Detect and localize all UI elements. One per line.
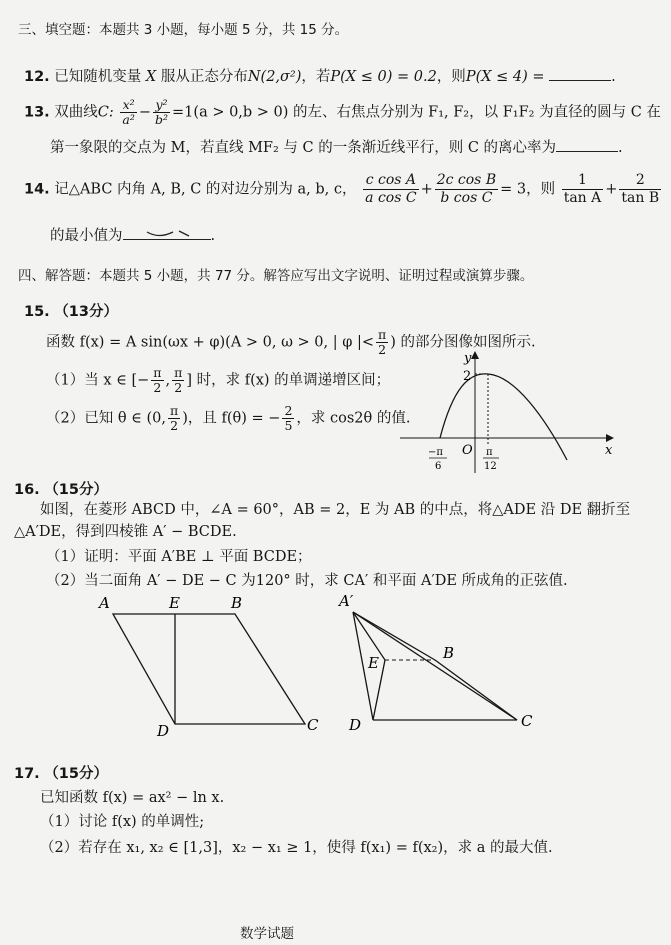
q13-frac-x: $\frac{\text{x²}}{\text{a²}}$ bbox=[122, 97, 135, 127]
question-15-part1: （1）当 x ∈ [− $\frac{\pi}{2}$ , $\frac{\pi}{2}$ ] 时，求 f(x) 的单调递增区间； bbox=[46, 365, 391, 395]
question-number: 14. bbox=[24, 181, 50, 198]
question-17-heading bbox=[14, 762, 108, 783]
question-15-intro: 函数 f(x) = A sin(ωx + φ)(A > 0, ω > 0, | φ |< $\frac{\pi}{2}$ ) 的部分图像如图所示. bbox=[46, 327, 536, 357]
tick-label: 6 bbox=[435, 461, 442, 472]
section-3-heading: 三、填空题：本题共 3 小题，每小题 5 分，共 15 分。 bbox=[18, 22, 349, 38]
q12-dist: N(2,σ²) bbox=[247, 69, 302, 85]
question-15-heading bbox=[24, 300, 118, 321]
vertex-label: E bbox=[368, 654, 379, 672]
max-value-label: 2 bbox=[463, 369, 472, 384]
q12-text: ，则 bbox=[436, 69, 466, 85]
q13-text: 双曲线 bbox=[54, 104, 98, 121]
answer-blank bbox=[123, 225, 211, 240]
rhombus-figure bbox=[95, 590, 325, 740]
q13-frac-y: $\frac{\text{y²}}{\text{b²}}$ bbox=[155, 97, 169, 127]
pyramid-figure bbox=[335, 590, 555, 740]
vertex-label: C bbox=[521, 712, 533, 730]
q12-ask: P(X ≤ 4) = bbox=[465, 69, 545, 85]
vertex-label: A′ bbox=[339, 592, 354, 610]
vertex-label: C bbox=[307, 716, 319, 734]
q14-frac-1: $\frac{\text{c cos A}}{\text{a cos C}}$ bbox=[365, 172, 417, 206]
answer-blank bbox=[549, 66, 611, 81]
x-label: x bbox=[605, 443, 613, 458]
question-16-part1: （1）证明：平面 A′BE ⊥ 平面 BCDE； bbox=[46, 549, 312, 565]
q14-frac-3: $\frac{1}{\text{tan A}}$ bbox=[563, 172, 602, 206]
question-17-line1: 已知函数 f(x) = ax² − ln x. bbox=[40, 790, 225, 806]
question-number: 13. bbox=[24, 104, 50, 121]
question-16-heading bbox=[14, 478, 108, 499]
question-16-part2: （2）当二面角 A′ − DE − C 为120° 时，求 CA′ 和平面 A′DE 所成角的正弦值. bbox=[46, 573, 568, 589]
vertex-label: D bbox=[349, 716, 362, 734]
question-14-line2: 的最小值为 . bbox=[50, 224, 215, 245]
q14-frac-2: $\frac{\text{2c cos B}}{\text{b cos C}}$ bbox=[436, 172, 497, 206]
tick-label: π bbox=[486, 447, 493, 458]
question-14: 14. 记△ABC 内角 A, B, C 的对边分别为 a, b, c， $\frac{\text{c cos A}}{\text{a cos C}}$ + $\frac{\text{2c cos B}}{\text{b cos C}}$ = 3，则 $\frac{1}{\text{tan A}}$ + $\frac{2}{\text{tan B}}$ bbox=[24, 172, 660, 206]
handwriting-mark bbox=[145, 229, 195, 239]
question-score: （15分） bbox=[44, 482, 108, 498]
tick-label: 12 bbox=[484, 461, 497, 472]
q12-text: ，若 bbox=[301, 69, 331, 85]
question-score: （13分） bbox=[54, 304, 118, 320]
origin-label: O bbox=[462, 443, 473, 458]
vertex-label: E bbox=[169, 594, 180, 612]
question-number: 16. bbox=[14, 482, 40, 498]
q12-text: 服从正态分布 bbox=[160, 69, 248, 85]
q13-curve: C: bbox=[97, 104, 114, 121]
question-number: 15. bbox=[24, 304, 50, 320]
y-label: y bbox=[464, 351, 472, 366]
vertex-label: A bbox=[99, 594, 110, 612]
vertex-label: B bbox=[231, 594, 243, 612]
question-13: 13. 双曲线C: $\frac{\text{x²}}{\text{a²}}$ − $\frac{\text{y²}}{\text{b²}}$ =1(a > 0,b > 0) 的左、右焦点分别为 F₁, F₂，以 F₁F₂ 为直径的圆与 C 在 bbox=[24, 97, 661, 127]
question-17-part2: （2）若存在 x₁, x₂ ∈ [1,3]，x₂ − x₁ ≥ 1，使得 f(x₁) = f(x₂)，求 a 的最大值. bbox=[40, 840, 553, 856]
question-number: 12. bbox=[24, 69, 50, 85]
q15-function-graph bbox=[395, 348, 620, 478]
q14-text: 记△ABC 内角 A, B, C 的对边分别为 a, b, c， bbox=[54, 181, 357, 198]
question-17-part1: （1）讨论 f(x) 的单调性; bbox=[40, 814, 205, 830]
tick-label: −π bbox=[428, 447, 443, 458]
sine-curve bbox=[440, 374, 567, 460]
q12-condition: P(X ≤ 0) = 0.2 bbox=[330, 69, 437, 85]
question-13-line2: 第一象限的交点为 M，若直线 MF₂ 与 C 的一条渐近线平行，则 C 的离心率为 . bbox=[50, 136, 623, 157]
question-16-line2: △A′DE，得到四棱锥 A′ − BCDE. bbox=[14, 524, 237, 540]
question-12: 12. 已知随机变量 X 服从正态分布N(2,σ²)，若P(X ≤ 0) = 0.2，则P(X ≤ 4) = . bbox=[24, 65, 616, 86]
vertex-label: D bbox=[157, 722, 170, 740]
section-4-heading: 四、解答题：本题共 5 小题，共 77 分。解答应写出文字说明、证明过程或演算步骤。 bbox=[18, 268, 534, 284]
q15-pi-half: $\frac{\pi}{2}$ bbox=[378, 327, 387, 357]
q14-frac-4: $\frac{2}{\text{tan B}}$ bbox=[621, 172, 660, 206]
question-score: （15分） bbox=[44, 766, 108, 782]
question-number: 17. bbox=[14, 766, 40, 782]
answer-blank bbox=[556, 137, 618, 152]
q13-rest: =1(a > 0,b > 0) 的左、右焦点分别为 F₁, F₂，以 F₁F₂ 为直径的圆与 C 在 bbox=[172, 104, 661, 121]
question-16-line1: 如图，在菱形 ABCD 中，∠A = 60°，AB = 2，E 为 AB 的中点，将△ADE 沿 DE 翻折至 bbox=[40, 502, 631, 518]
vertex-label: B bbox=[443, 644, 455, 662]
q12-text: 已知随机变量 bbox=[54, 69, 142, 85]
rhombus-abcd bbox=[113, 614, 305, 724]
question-15-part2: （2）已知 θ ∈ (0, $\frac{\pi}{2}$ )，且 f(θ) = − $\frac{2}{5}$ ，求 cos2θ 的值. bbox=[46, 403, 411, 433]
q12-var: X bbox=[145, 69, 157, 85]
page-footer: 数学试题 bbox=[240, 926, 294, 942]
